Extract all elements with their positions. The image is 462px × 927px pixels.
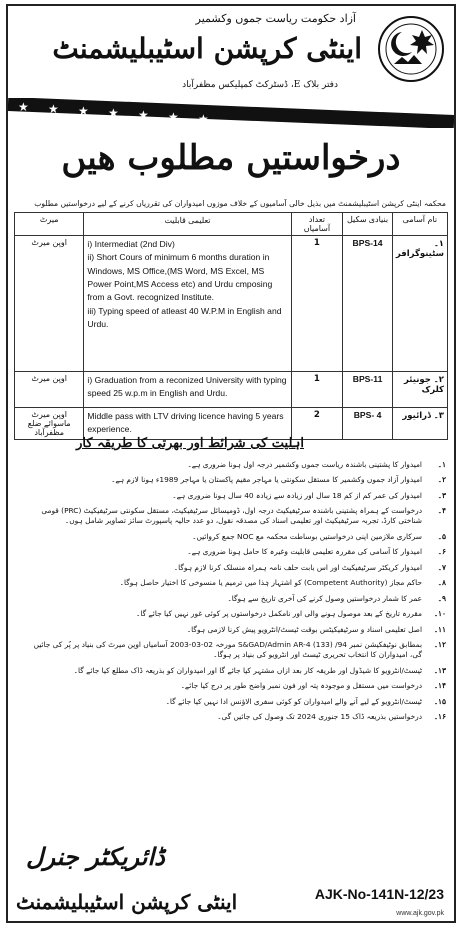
department-name: اینٹی کرپشن اسٹیبلیشمنٹ [52,32,362,65]
advertisement-page [6,4,456,923]
svg-text:★: ★ [168,110,179,124]
rule-number: ۱۴۔ [433,681,446,691]
rule-text: امیدوار آزاد جموں وکشمیر کا مستقل سکونتی یا مہاجر مقیم پاکستان یا مہاجر 1989ء ہونا لازم ہے۔ [111,475,422,485]
list-item [16,475,446,485]
list-item [16,681,446,691]
stars-border-decoration [8,98,454,128]
row-bps: BPS-14 [343,236,393,372]
list-item [16,594,446,604]
header-merit: میرٹ [15,213,84,236]
rule-text: سرکاری ملازمین اپنی درخواستیں بوساطت محکمہ مع NOC جمع کروائیں۔ [192,531,422,541]
list-item [16,506,446,526]
rule-text: درخواست کے ہمراہ پشتینی باشندہ سرٹیفیکیٹ درجہ اول، ڈومیسائل سرٹیفیکیٹ، مستقل سکونتی سرٹیفیکیٹ (PRC) قومی شناختی کارڈ، تجربہ سرٹیفیکیٹ اور تعلیمی اسناد کی مصدقہ نقول، دو عدد حالیہ پاسپورٹ سائز تصاویر شامل ہوں۔ [41,506,422,526]
list-item [16,491,446,501]
rule-number: ۱۔ [437,460,446,469]
government-name: آزاد حکومت ریاست جموں وکشمیر [195,12,356,25]
list-item [16,547,446,557]
row-post-name: ۱۔ سٹینوگرافر [392,236,447,372]
row-qualification [84,236,291,372]
department-logo-icon [376,14,446,84]
svg-text:★: ★ [108,106,119,120]
rule-text: امیدوار کریکٹر سرٹیفیکیٹ اور اس بابت حلف نامہ ہمراہ منسلک کرنا لازم ہوگا۔ [173,562,422,572]
rule-number: ۱۵۔ [433,696,446,706]
website-watermark: www.ajk.gov.pk [396,910,444,917]
signature-office: اینٹی کرپشن اسٹیبلیشمنٹ [16,890,238,914]
rule-number: ۱۶۔ [433,712,446,722]
rule-text: اصل تعلیمی اسناد و سرٹیفیکیٹس بوقت ٹیسٹ/انٹرویو پیش کرنا لازمی ہوگا۔ [186,624,422,634]
rule-text: امیدوار کی عمر کم از کم 18 سال اور زیادہ سے زیادہ 40 سال ہونا ضروری ہے۔ [172,490,422,500]
qualification-line: i) Intermediat (2nd Div) [87,239,175,249]
row-count: 2 [291,408,343,440]
header-qualification: تعلیمی قابلیت [84,213,291,236]
header-bps: بنیادی سکیل [343,213,393,236]
header-post-name: نام آسامی [392,213,447,236]
header-count: تعداد آسامیاں [291,213,343,236]
svg-text:★: ★ [138,108,149,122]
rule-text: درخواستیں بذریعہ ڈاک 15 جنوری 2024 تک وصول کی جائیں گی۔ [217,712,422,722]
row-qualification [84,372,291,408]
row-merit: اوپن میرٹ ماسوائے ضلع مظفرآباد [15,408,84,440]
rule-text: امیدوار کا آسامی کی مقررہ تعلیمی قابلیت وغیرہ کا حامل ہونا ضروری ہے۔ [187,547,422,557]
row-merit: اوپن میرٹ [15,372,84,408]
rule-text: حاکم مجاز (Competent Authority) کو اشتہار ہٰذا میں ترمیم یا منسوخی کا اختیار حاصل ہوگا۔ [119,578,422,588]
rule-text: ٹیسٹ/انٹرویو کے لیے آنے والے امیدواران کو کوئی سفری الاؤنس ادا نہیں کیا جائے گا۔ [165,696,422,706]
rule-number: ۶۔ [437,547,446,557]
rule-number: ۱۳۔ [433,665,446,675]
list-item [16,697,446,707]
rule-number: ۱۰۔ [433,609,446,619]
svg-text:★: ★ [18,100,29,114]
qualification-line: iii) Typing speed of atleast 40 W.P.M in English and Urdu. [87,305,282,329]
table-row [15,236,448,372]
rule-text: مقررہ تاریخ کے بعد موصول ہونے والی اور نامکمل درخواستوں پر کوئی غور نہیں کیا جائے گا۔ [135,609,422,619]
qualification-line: i) Graduation from a reconized University with typing speed 25 w.p.m in English and Urdu. [87,375,287,399]
list-item [16,712,446,722]
row-merit: اوپن میرٹ [15,236,84,372]
intro-text: محکمہ اینٹی کرپشن اسٹیبلیشمنٹ میں بذیل خالی آسامیوں کے خلاف موزوں امیدواران کی تقرریاں کرنے کے لیے درخواستیں مطلوب [34,199,446,208]
table-row [15,408,448,440]
rules-heading: اہلیت کی شرائط اور بھرتی کا طریقہ کار [76,436,304,451]
row-qualification [84,408,291,440]
list-item [16,532,446,542]
rule-number: ۱۲۔ [433,640,446,650]
rule-number: ۹۔ [437,593,446,603]
rule-number: ۳۔ [437,490,446,500]
list-item [16,563,446,573]
page-title: درخواستیں مطلوب ھیں [61,138,401,178]
header [8,6,454,126]
row-bps: BPS- 4 [343,408,393,440]
vacancies-table [14,212,448,440]
table-header-row [15,213,448,236]
signature-title: ڈائریکٹر جنرل [26,842,165,871]
rule-number: ۱۱۔ [433,624,446,634]
rule-text: بمطابق نوٹیفکیشن نمبر S&GAD/Admin AR-4 (133) /94 مورخہ 02-03-2003 آسامیاں اوپن میرٹ کی بنیاد پر پُر کی جائیں گی، امیدواران کا انتخاب تحریری ٹیسٹ اور انٹرویو کی بنیاد پر ہوگا۔ [33,640,422,660]
row-count: 1 [291,372,343,408]
department-address: دفتر بلاک E، ڈسٹرکٹ کمپلیکس مظفرآباد [182,80,338,90]
rule-number: ۴۔ [437,506,446,516]
rule-number: ۷۔ [437,562,446,572]
svg-text:★: ★ [48,102,59,116]
advertisement-reference: AJK-No-141N-12/23 [314,886,444,902]
rule-number: ۸۔ [437,578,446,588]
qualification-line: ii) Short Cours of minimum 6 months duration in Windows, MS Office,(MS Word, MS Excel, MS Power Point,MS Access etc) and Urdu cmposing from a Govt. recognized Institute. [87,252,273,303]
row-count: 1 [291,236,343,372]
list-item [16,460,446,470]
rule-text: عمر کا شمار درخواستیں وصول کرنے کی آخری تاریخ سے ہوگا۔ [227,593,422,603]
qualification-line: Middle pass with LTV driving licence having 5 years experience. [87,411,284,435]
svg-text:★: ★ [78,104,89,118]
svg-text:★: ★ [198,112,209,126]
rule-number: ۵۔ [437,531,446,541]
list-item [16,625,446,635]
rule-text: امیدوار کا پشتینی باشندہ ریاست جموں وکشمیر درجہ اول ہونا ضروری ہے۔ [187,460,422,469]
rule-text: ٹیسٹ/انٹرویو کا شیڈول اور طریقہ کار بعد ازاں مشتہر کیا جائے گا اور امیدواران کو بذریعہ ڈاک مطلع کیا جائے گا۔ [73,665,422,675]
rules-list [16,460,446,728]
rule-number: ۲۔ [437,475,446,485]
list-item [16,666,446,676]
row-bps: BPS-11 [343,372,393,408]
row-post-name: ۳۔ ڈرائیور [392,408,447,440]
row-post-name: ۲۔ جونیئر کلرک [392,372,447,408]
table-row [15,372,448,408]
list-item [16,609,446,619]
list-item [16,640,446,660]
rule-text: درخواست میں مستقل و موجودہ پتہ اور فون نمبر واضح طور پر درج کیا جائے۔ [180,681,422,691]
list-item [16,578,446,588]
